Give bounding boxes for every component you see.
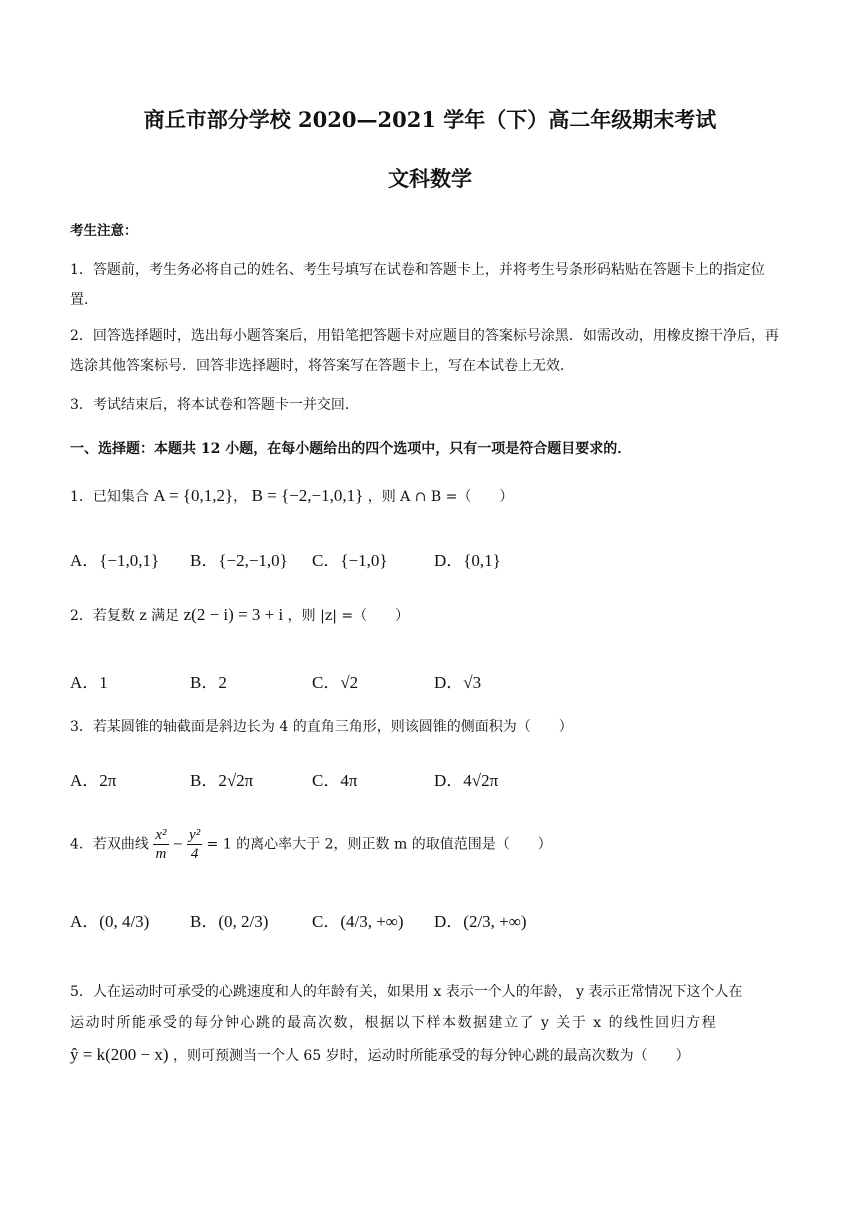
q1-option-d[interactable]: D．{0,1}	[434, 551, 501, 570]
q1-option-c[interactable]: C．{−1,0}	[312, 551, 388, 570]
q5-regression-equation: ŷ = k(200 − x)	[70, 1045, 169, 1064]
question-5-line-1: 5．人在运动时可承受的心跳速度和人的年龄有关，如果用 x 表示一个人的年龄， y 表示正常情况下这个人在	[70, 984, 743, 1000]
q4-option-a[interactable]: A．(0, 4/3)	[70, 912, 150, 931]
q2-option-d[interactable]: D．√3	[434, 673, 482, 692]
q4-prefix: 4．若双曲线	[70, 836, 149, 853]
q1-set-a: A = {0,1,2}	[153, 486, 234, 505]
q2-equation: z(2 − i) = 3 + i	[183, 605, 284, 624]
q4-option-d[interactable]: D．(2/3, +∞)	[434, 912, 527, 931]
q3-option-b[interactable]: B．2√2π	[190, 771, 254, 790]
question-3: 3．若某圆锥的轴截面是斜边长为 4 的直角三角形，则该圆锥的侧面积为（ ）	[70, 719, 573, 735]
q1-option-a[interactable]: A．{−1,0,1}	[70, 551, 160, 570]
q4-fraction-y: $\frac{\text{y²}}{4}$	[189, 827, 201, 862]
notice-2: 2．回答选择题时，选出每小题答案后，用铅笔把答题卡对应题目的答案标号涂黑．如需改动，用橡皮擦干净后，再选涂其他答案标号．回答非选择题时，将答案写在答题卡上，写在本试卷上无效．	[70, 328, 779, 374]
q4-suffix: = 1 的离心率大于 2，则正数 m 的取值范围是（ ）	[206, 836, 552, 853]
question-1: 1．已知集合 A = {0,1,2}， B = {−2,−1,0,1} ，则 A ∩ B =（ ）	[70, 486, 514, 505]
q2-prefix: 2．若复数 z 满足	[70, 608, 180, 624]
q4-fraction-x: $\frac{\text{x²}}{m}$	[155, 827, 167, 862]
exam-subtitle: 文科数学	[388, 166, 472, 191]
exam-title: 商丘市部分学校 2020—2021 学年（下）高二年级期末考试	[143, 107, 717, 132]
q4-option-b[interactable]: B．(0, 2/3)	[190, 912, 269, 931]
question-5-line-2: 运动时所能承受的每分钟心跳的最高次数，根据以下样本数据建立了 y 关于 x 的线性回归方程	[70, 1015, 718, 1031]
q1-suffix: ，则 A ∩ B =（ ）	[367, 489, 514, 505]
q2-option-b[interactable]: B．2	[190, 673, 227, 692]
q5-line-3-rest: ，则可预测当一个人 65 岁时，运动时所能承受的每分钟心跳的最高次数为（ ）	[172, 1048, 690, 1064]
question-4: 4．若双曲线 $\frac{\text{x²}}{m}$ − $\frac{\text{y²}}{4}$ = 1 的离心率大于 2，则正数 m 的取值范围是（ ）	[70, 827, 552, 862]
q1-set-b: B = {−2,−1,0,1}	[251, 486, 364, 505]
question-5-line-3	[70, 1045, 690, 1066]
notice-3: 3．考试结束后，将本试卷和答题卡一并交回．	[70, 397, 359, 413]
q3-option-c[interactable]: C．4π	[312, 771, 358, 790]
q1-prefix: 1．已知集合	[70, 489, 149, 505]
notice-header: 考生注意：	[70, 223, 138, 239]
q2-suffix: ，则 |z| =（ ）	[287, 608, 410, 624]
notice-1: 1．答题前，考生务必将自己的姓名、考生号填写在试卷和答题卡上，并将考生号条形码粘贴在答题卡上的指定位置．	[70, 262, 765, 308]
q1-option-b[interactable]: B．{−2,−1,0}	[190, 551, 288, 570]
q3-option-d[interactable]: D．4√2π	[434, 771, 499, 790]
question-2	[70, 605, 409, 626]
q3-option-a[interactable]: A．2π	[70, 771, 117, 790]
q4-option-c[interactable]: C．(4/3, +∞)	[312, 912, 404, 931]
q2-option-c[interactable]: C．√2	[312, 673, 359, 692]
q2-option-a[interactable]: A．1	[70, 673, 108, 692]
section-heading: 一、选择题：本题共 12 小题，在每小题给出的四个选项中，只有一项是符合题目要求的．	[70, 441, 632, 457]
